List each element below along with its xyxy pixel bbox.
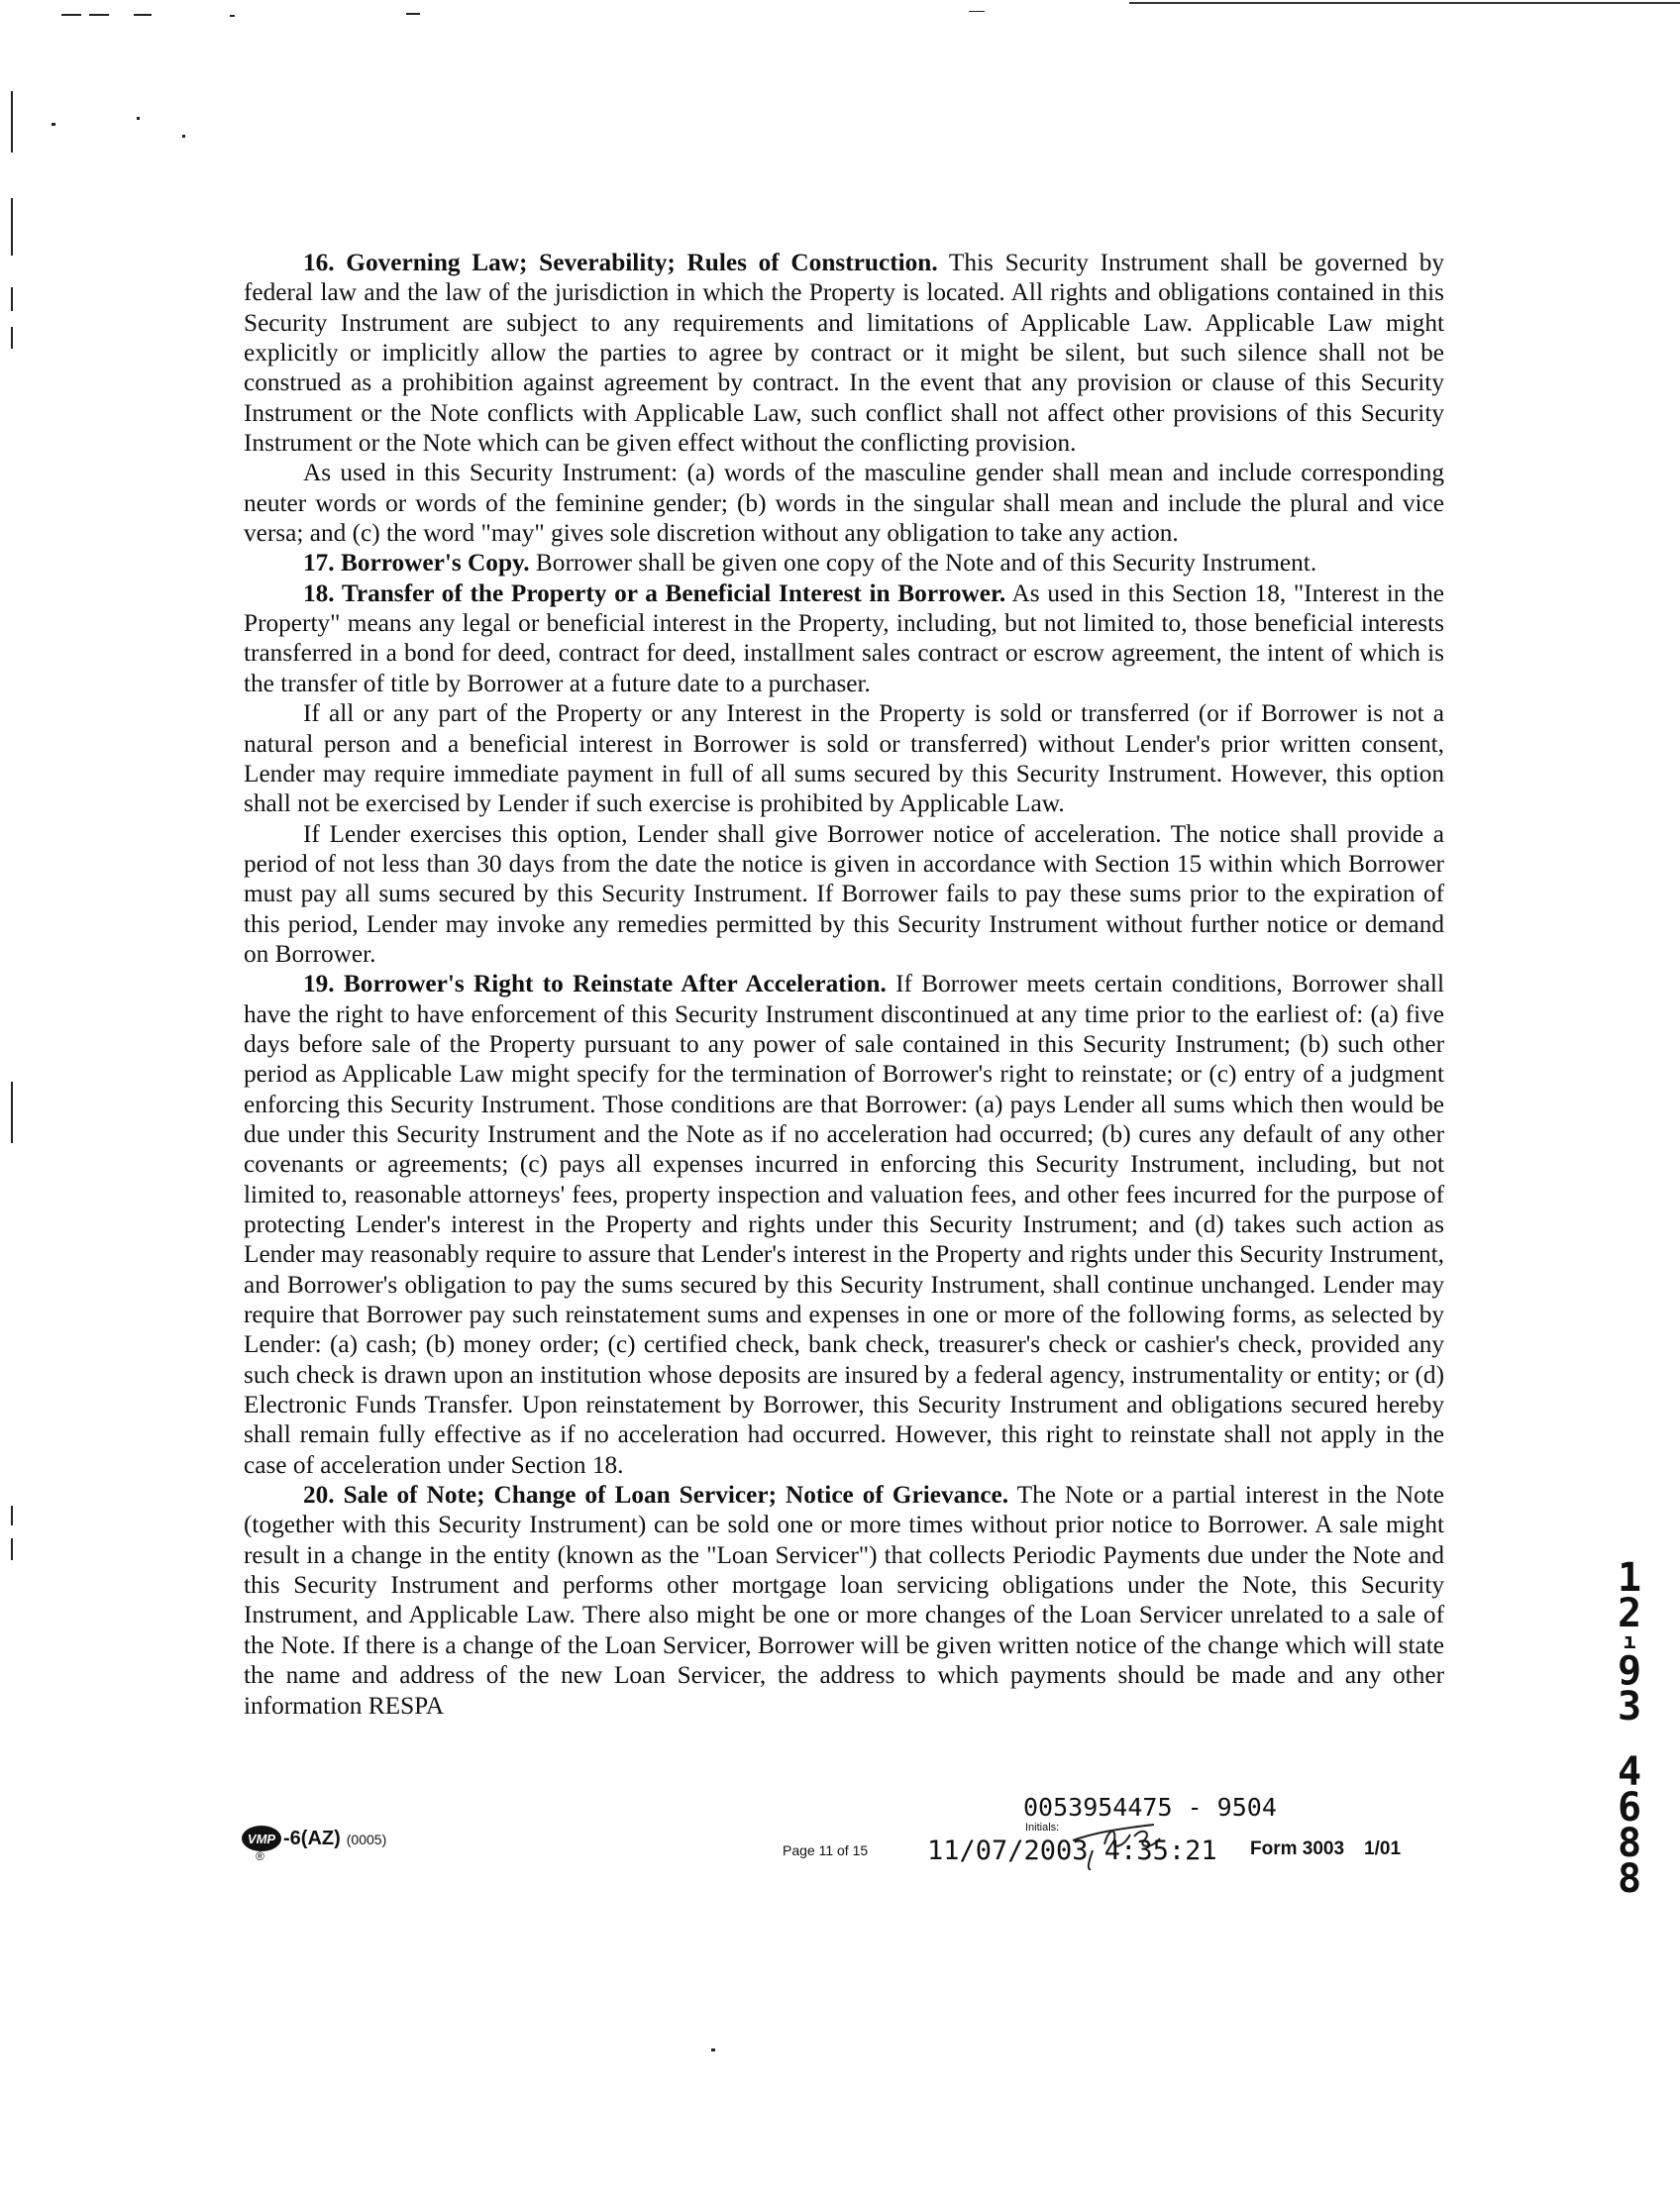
form-code-suffix: (0005) (346, 1831, 387, 1847)
form-date: 1/01 (1364, 1838, 1402, 1859)
scan-artifact (406, 13, 420, 15)
stamp-digit: 4 (1617, 1749, 1642, 1795)
registered-mark: ® (256, 1849, 264, 1863)
scan-artifact (89, 14, 109, 16)
document-body (244, 248, 1444, 1721)
scan-artifact (11, 1538, 13, 1560)
section-text: This Security Instrument shall be governed by federal law and the law of the jurisdiction in which the Property is located. All rights and obligations contained in this Security Instrument are subject to any requirements and limitations of Applicable Law. Applicable Law might explicitly or implicitly allow the parties to agree by contract or it might be silent, but such silence shall not be construed as a prohibition against agreement by contract. In the event that any provision or clause of this Security Instrument or the Note conflicts with Applicable Law, such conflict shall not affect other provisions of this Security Instrument or the Note which can be given effect without the conflicting provision. (244, 249, 1444, 458)
stamp-digit: 9 (1617, 1648, 1642, 1694)
section-text: If Lender exercises this option, Lender shall give Borrower notice of acceleration. The notice shall provide a period of not less than 30 days from the date the notice is given in accordance with Section 15 within which Borrower must pay all sums secured by this Security Instrument. If Borrower fails to pay these sums prior to the expiration of this period, Lender may invoke any remedies permitted by this Security Instrument without further notice or demand on Borrower. (244, 819, 1444, 968)
section-text: As used in this Section 18, "Interest in the Property" means any legal or beneficial interest in the Property, including, but not limited to, those beneficial interests transferred in a bond for deed, contract for deed, installment sales contract or escrow agreement, the intent of which is the transfer of title by Borrower at a future date to a purchaser. (244, 578, 1444, 697)
stamp-digit: ı (1623, 1629, 1636, 1654)
scan-artifact (11, 287, 13, 311)
section-19 (244, 969, 1444, 1480)
stamp-digit: 3 (1617, 1684, 1642, 1730)
scan-artifact (182, 135, 185, 138)
form-code (283, 1828, 386, 1850)
vmp-logo (242, 1826, 387, 1863)
section-heading: 19. Borrower's Right to Reinstate After Acceleration. (303, 970, 887, 998)
scan-artifact (11, 198, 13, 256)
recording-stamp (1605, 1555, 1654, 1902)
stamp-digit: 6 (1617, 1785, 1642, 1831)
stamp-digit: 2 (1617, 1591, 1642, 1636)
recording-timestamp: 11/07/2003 4:35:21 (927, 1836, 1217, 1866)
section-18-paragraph (244, 698, 1444, 818)
section-text: If Borrower meets certain conditions, Borrower shall have the right to have enforcement of this Security Instrument discontinued at any time prior to the earliest of: (a) five days before sale of the Property pursuant to any power of sale contained in this Security Instrument; (b) such other period as Applicable Law might specify for the termination of Borrower's right to reinstate; or (c) entry of a judgment enforcing this Security Instrument. Those conditions are that Borrower: (a) pays Lender all sums which then would be due under this Security Instrument and the Note as if no acceleration had occurred; (b) cures any default of any other covenants or agreements; (c) pays all expenses incurred in enforcing this Security Instrument, including, but not limited to, reasonable attorneys' fees, property inspection and valuation fees, and other fees incurred for the purpose of protecting Lender's interest in the Property and rights under this Security Instrument; and (d) takes such action as Lender may reasonably require to assure that Lender's interest in the Property and rights under this Security Instrument, and Borrower's obligation to pay the sums secured by this Security Instrument, shall continue unchanged. Lender may require that Borrower pay such reinstatement sums and expenses in one or more of the following forms, as selected by Lender: (a) cash; (b) money order; (c) certified check, bank check, treasurer's check or cashier's check, provided any such check is drawn upon an institution whose deposits are insured by a federal agency, instrumentality or entity; or (d) Electronic Funds Transfer. Upon reinstatement by Borrower, this Security Instrument and obligations secured hereby shall remain fully effective as if no acceleration had occurred. However, this right to reinstate shall not apply in the case of acceleration under Section 18. (244, 970, 1444, 1479)
section-heading: 16. Governing Law; Severability; Rules of Construction. (303, 249, 938, 276)
stamp-digit: 1 (1617, 1555, 1642, 1601)
section-text: The Note or a partial interest in the Note (together with this Security Instrument) can be sold one or more times without prior notice to Borrower. A sale might result in a change in the entity (known as the "Loan Servicer") that collects Periodic Payments due under the Note and this Security Instrument and performs other mortgage loan servicing obligations under the Note, this Security Instrument, and Applicable Law. There also might be one or more changes of the Loan Servicer unrelated to a sale of the Note. If there is a change of the Loan Servicer, Borrower will be given written notice of the change which will state the name and address of the new Loan Servicer, the address to which payments should be made and any other information RESPA (244, 1481, 1444, 1720)
scan-artifact (134, 14, 152, 16)
scan-artifact (11, 91, 13, 153)
section-heading: 20. Sale of Note; Change of Loan Servicer; Notice of Grievance. (303, 1481, 1009, 1510)
section-text: Borrower shall be given one copy of the Note and of this Security Instrument. (529, 549, 1317, 577)
section-text: As used in this Security Instrument: (a) words of the masculine gender shall mean and include corresponding neuter words or words of the feminine gender; (b) words in the singular shall mean and include the plural and vice versa; and (c) the word "may" gives sole discretion without any obligation to take any action. (244, 459, 1444, 548)
scan-artifact (137, 117, 140, 120)
stamp-digit: 8 (1617, 1821, 1642, 1866)
stamp-digit: 8 (1617, 1856, 1642, 1902)
scan-artifact (711, 2048, 715, 2051)
scan-artifact (61, 14, 81, 16)
section-20 (244, 1480, 1444, 1721)
scan-artifact (969, 11, 985, 12)
section-17 (244, 548, 1444, 577)
loan-number: 0053954475 - 9504 (1023, 1793, 1277, 1822)
section-text: If all or any part of the Property or any Interest in the Property is sold or transferred (or if Borrower is not a natural person and a beneficial interest in Borrower is sold or transferred) without Lender's prior written consent, Lender may require immediate payment in full of all sums secured by this Security Instrument. However, this option shall not be exercised by Lender if such exercise is prohibited by Applicable Law. (244, 699, 1444, 818)
scan-artifact (11, 327, 13, 349)
section-16 (244, 248, 1444, 458)
scan-artifact (1129, 2, 1680, 4)
scan-artifact (52, 123, 55, 126)
page-number: Page 11 of 15 (783, 1842, 869, 1858)
scan-artifact (230, 15, 235, 17)
form-name: Form 3003 (1250, 1838, 1345, 1859)
section-16-paragraph (244, 458, 1444, 548)
section-heading: 18. Transfer of the Property or a Beneficial Interest in Borrower. (303, 578, 1006, 607)
scan-artifact (11, 1082, 13, 1143)
vmp-logo-icon: VMP (242, 1826, 281, 1851)
section-heading: 17. Borrower's Copy. (303, 549, 530, 577)
form-code-value: -6(AZ) (283, 1827, 341, 1849)
initials-label: Initials: (1025, 1822, 1060, 1834)
section-18-paragraph (244, 819, 1444, 970)
section-18 (244, 578, 1444, 698)
form-identifier (1250, 1838, 1401, 1860)
scan-artifact (11, 1506, 13, 1525)
